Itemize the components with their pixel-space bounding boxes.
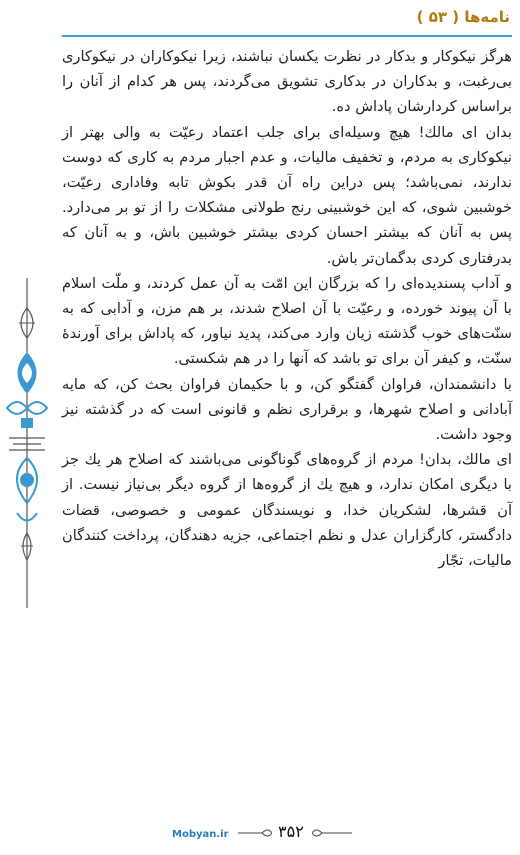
footer-ornament-left-icon xyxy=(238,826,272,840)
footer-ornament-right-icon xyxy=(312,826,352,840)
page-header xyxy=(62,0,512,44)
chapter-title: نامه‌ها ( ۵۳ ) xyxy=(416,8,510,26)
site-logo: Mobyan.ir xyxy=(172,829,229,840)
header-divider xyxy=(62,35,512,37)
paragraph-4: با دانشمندان، فراوان گفتگو کن، و با حکیمان فراوان بحث کن، که مایه آبادانی و اصلاح شهرها، و برقراری نظم و قانونی است که در گذشته نیز وجود داشت. xyxy=(62,375,512,444)
page-footer xyxy=(170,818,360,848)
paragraph-3: و آداب پسندیده‌ای را که بزرگان این امّت به آن عمل کردند، و ملّت اسلام با آن پیوند خورده، و رعیّت با آن اصلاح شدند، بر هم مزن، و آدابی که به سنّت‌های خوب گذشته زیان وارد می‌کند، پدید نیاور، که پاداش برای آورندهٔ سنّت، و کیفر آن برای تو باشد که آنها را در هم شکستی. xyxy=(62,274,512,368)
side-ornament-icon xyxy=(5,278,49,608)
paragraph-5: ای مالك، بدان! مردم از گروه‌های گوناگونی می‌باشند که اصلاح هر یك جز با دیگری امکان ندارد، و هیچ یك از گروه‌ها از گروه دیگر بی‌نیاز نیست. از آن قشرها، لشکریان خدا، و نویسندگان عمومی و خصوصی، قضات دادگستر، کارگزاران عدل و نظم اجتماعی، جزیه دهندگان، پرداخت کنندگان مالیات، تجّار xyxy=(62,451,512,570)
paragraph-1: هرگز نیکوکار و بدکار در نظرت یکسان نباشند، زیرا نیکوکاران در نیکوکاری بی‌رغبت، و بدکاران در بدکاری تشویق می‌گردند، پس هر کدام از آنان را براساس کردارشان پاداش ده. xyxy=(62,48,512,116)
paragraph-2: بدان ای مالك! هیچ وسیله‌ای برای جلب اعتماد رعیّت به والی بهتر از نیکوکاری به مردم، و تخفیف مالیات، و عدم اجبار مردم به کاری که دوست ندارند، نمی‌باشد؛ پس دراین راه آن قدر بکوش تابه وفاداری رعیّت، خوشبین شوی، که این خوشبینی رنج طولانی مشکلات را از تو بر می‌دارد. پس به آنان که بیشتر احسان کردی بیشتر خوشبین باش، و به آنان که بدرفتاری کردی بدگمان‌تر باش. xyxy=(62,123,512,267)
body-text xyxy=(62,44,512,573)
page-number: ۳۵۲ xyxy=(278,822,304,841)
